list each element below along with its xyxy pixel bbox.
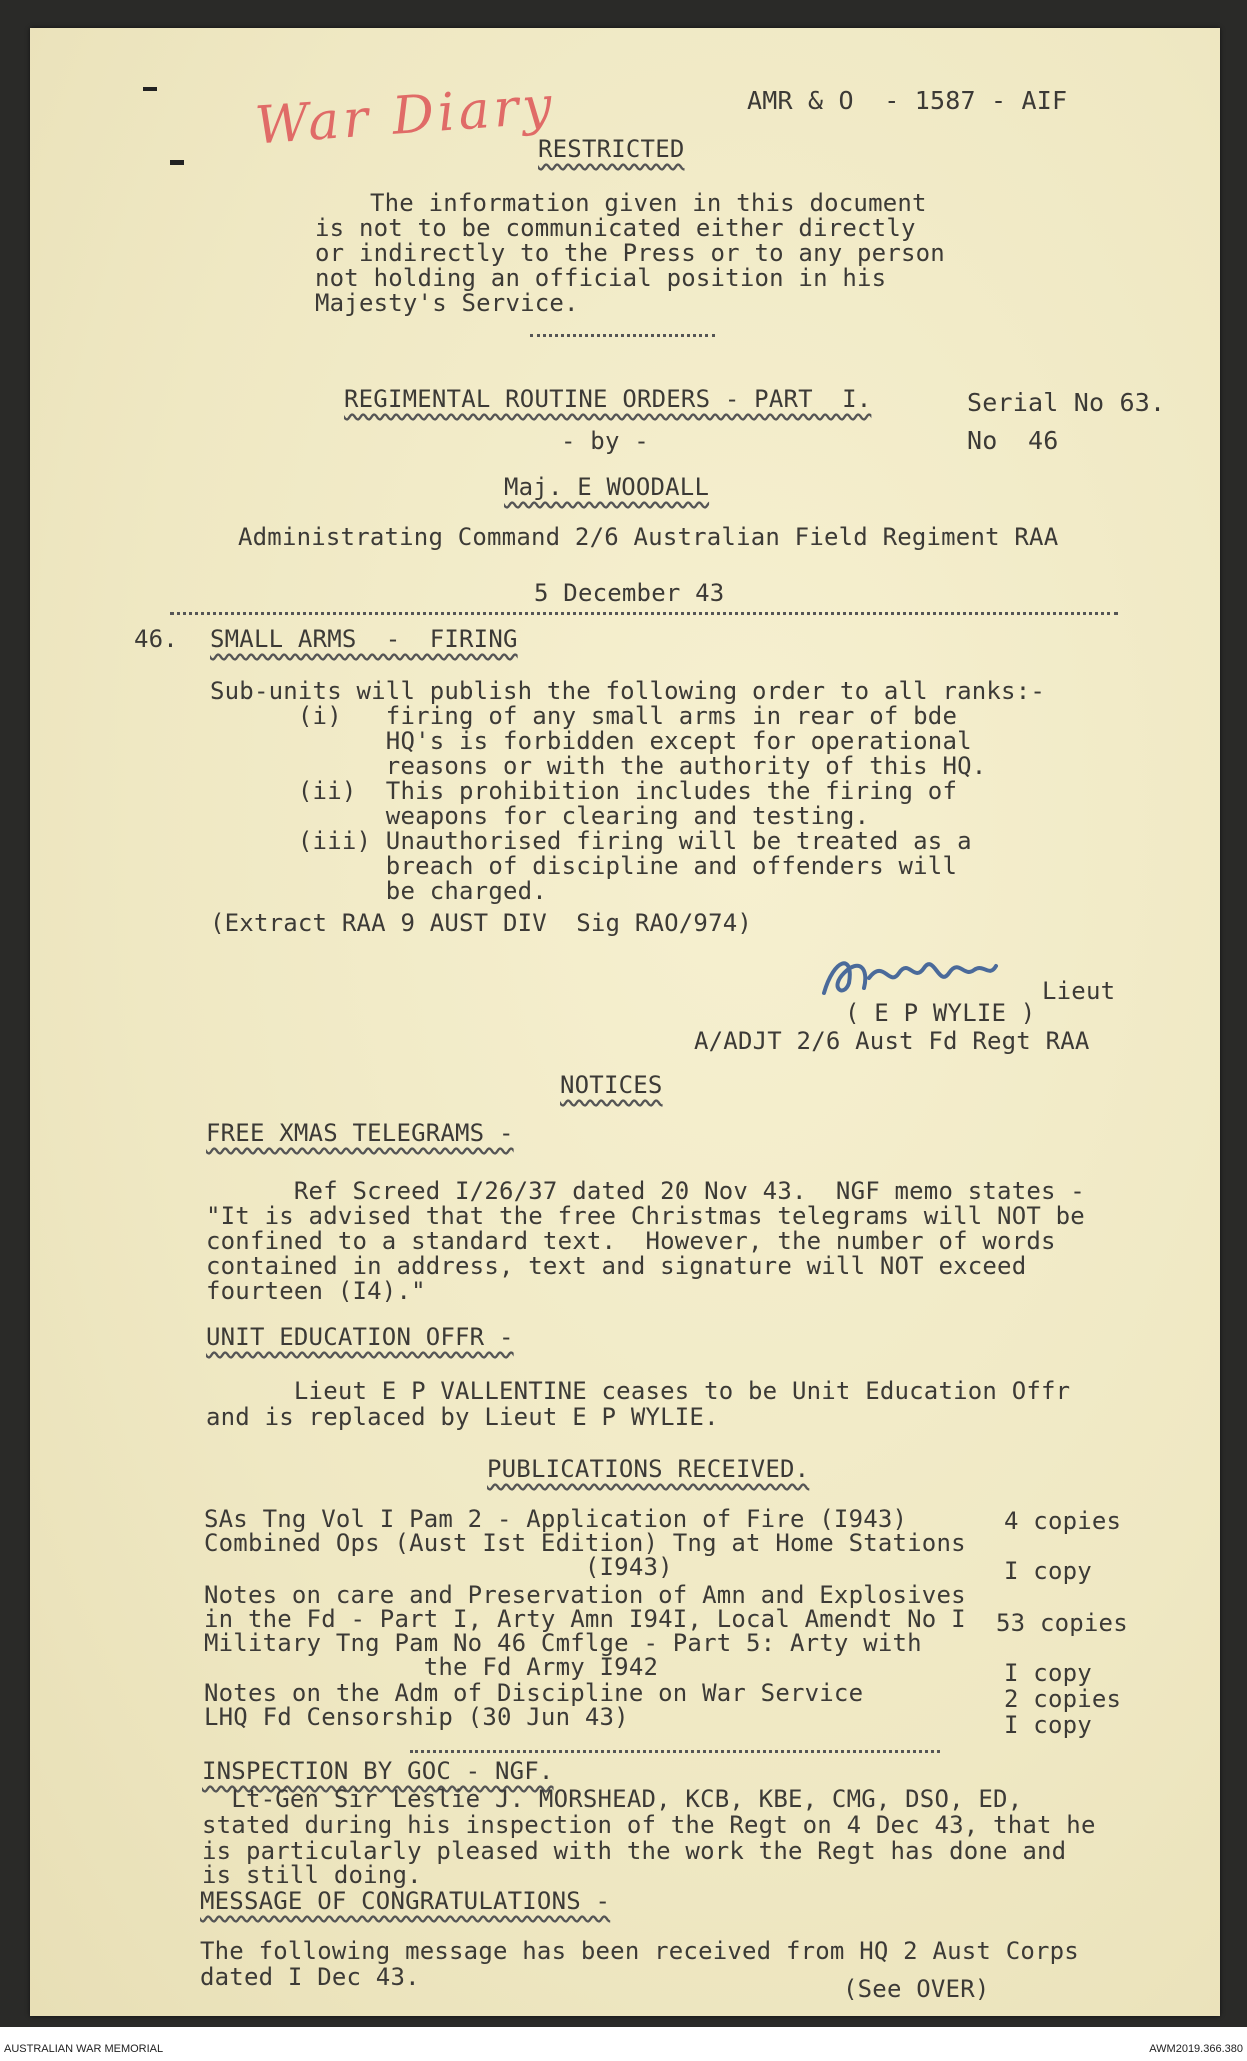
publication-qty: I copy [1004,1711,1092,1739]
staple-mark-top [143,87,157,91]
restricted-line: not holding an official position in his [315,264,887,292]
notices-heading: NOTICES [560,1071,663,1099]
divider [410,1750,940,1753]
congratulations-heading: MESSAGE OF CONGRATULATIONS - [200,1887,611,1915]
order-number: No 46 [967,426,1059,455]
publication-qty: I copy [1004,1659,1092,1687]
publication-title: LHQ Fd Censorship (30 Jun 43) [204,1703,629,1731]
education-heading: UNIT EDUCATION OFFR - [206,1323,514,1351]
order-date: 5 December 43 [534,579,725,607]
divider [530,334,715,337]
inspection-line: is particularly pleased with the work the Regt has done and [202,1837,1067,1865]
publication-title: the Fd Army I942 [204,1653,659,1681]
publication-title: Military Tng Pam No 46 Cmflge - Part 5: Arty with [204,1629,922,1657]
section-number: 46. [134,625,178,653]
signature-title: A/ADJT 2/6 Aust Fd Regt RAA [694,1027,1090,1055]
command-line: Administrating Command 2/6 Australian Field Regiment RAA [238,523,1059,551]
congratulations-line: The following message has been received from HQ 2 Aust Corps [200,1937,1079,1965]
section-line: be charged. [210,877,547,905]
publication-qty: 53 copies [996,1609,1128,1637]
publication-title: (I943) [204,1553,673,1581]
section-line: (i) firing of any small arms in rear of bde [210,702,958,730]
archive-footer [0,2027,1247,2061]
handwritten-note: War Diary [253,75,558,157]
officer-name: Maj. E WOODALL [504,473,710,501]
signature-name: ( E P WYLIE ) [845,999,1036,1027]
xmas-heading: FREE XMAS TELEGRAMS - [206,1119,514,1147]
inspection-heading: INSPECTION BY GOC - NGF. [202,1757,554,1785]
education-line: and is replaced by Lieut E P WYLIE. [206,1403,719,1431]
document-reference: AMR & O - 1587 - AIF [747,86,1068,115]
section-line: Sub-units will publish the following order to all ranks:- [210,677,1046,705]
orders-title: REGIMENTAL ROUTINE ORDERS - PART I. [344,385,872,413]
staple-mark-bottom [170,160,184,165]
xmas-line: "It is advised that the free Christmas telegrams will NOT be [206,1202,1085,1230]
xmas-line: contained in address, text and signature will NOT exceed [206,1252,1027,1280]
restricted-title: RESTRICTED [538,135,685,163]
restricted-line: The information given in this document [370,189,927,217]
footer-left: AUSTRALIAN WAR MEMORIAL [4,2043,164,2055]
education-line: Lieut E P VALLENTINE ceases to be Unit Education Offr [206,1377,1071,1405]
xmas-line: confined to a standard text. However, the number of words [206,1227,1056,1255]
divider [170,612,1118,615]
xmas-line: fourteen (I4)." [206,1277,426,1305]
publication-qty: I copy [1004,1557,1092,1585]
section-line: weapons for clearing and testing. [210,802,870,830]
section-line: reasons or with the authority of this HQ. [210,752,987,780]
serial-number: Serial No 63. [967,388,1166,417]
publication-qty: 4 copies [1004,1507,1122,1535]
footer-right: AWM2019.366.380 [1149,2043,1243,2055]
publication-title: Notes on care and Preservation of Amn and Explosives [204,1581,966,1609]
section-line: (Extract RAA 9 AUST DIV Sig RAO/974) [210,909,753,937]
signature-rank: Lieut [1042,977,1116,1005]
by-line: - by - [561,427,649,455]
inspection-line: is still doing. [202,1861,422,1889]
section-heading: SMALL ARMS - FIRING [210,625,518,653]
inspection-line: Lt-Gen Sir Leslie J. MORSHEAD, KCB, KBE, CMG, DSO, ED, [202,1785,1023,1813]
publication-qty: 2 copies [1004,1685,1122,1713]
section-line: HQ's is forbidden except for operational [210,727,972,755]
publication-title: Combined Ops (Aust Ist Edition) Tng at Home Stations [204,1529,966,1557]
section-line: (iii) Unauthorised firing will be treated as a [210,827,972,855]
restricted-line: or indirectly to the Press or to any person [315,239,945,267]
document-page [30,28,1220,2016]
publication-title: in the Fd - Part I, Arty Amn I94I, Local Amendt No I [204,1605,966,1633]
publication-title: SAs Tng Vol I Pam 2 - Application of Fire (I943) [204,1505,908,1533]
inspection-line: stated during his inspection of the Regt on 4 Dec 43, that he [202,1811,1096,1839]
publication-title: Notes on the Adm of Discipline on War Service [204,1679,864,1707]
restricted-line: Majesty's Service. [315,289,579,317]
see-over-note: (See OVER) [843,1975,990,2003]
restricted-line: is not to be communicated either directly [315,214,916,242]
section-line: breach of discipline and offenders will [210,852,958,880]
xmas-line: Ref Screed I/26/37 dated 20 Nov 43. NGF memo states - [206,1177,1085,1205]
publications-heading: PUBLICATIONS RECEIVED. [487,1455,810,1483]
section-line: (ii) This prohibition includes the firing of [210,777,958,805]
congratulations-line: dated I Dec 43. [200,1963,420,1991]
